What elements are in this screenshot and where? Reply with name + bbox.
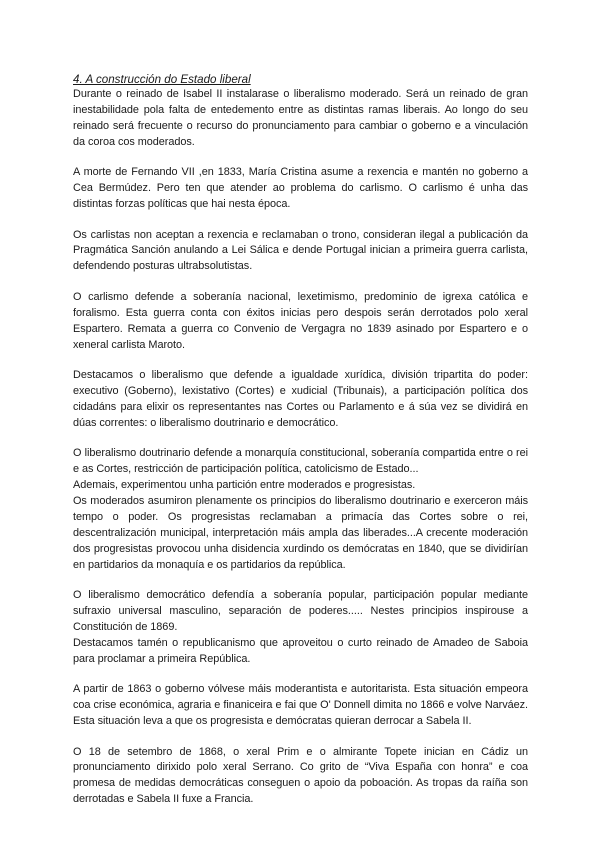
paragraph-moderados-progresistas: Os moderados asumiron plenamente os principios do liberalismo doutrinario e exerceron máis tempo o poder. Os progresistas reclamaban a primacía das Cortes sobre o rei, descentralización municipal, interpretación máis ampla das liberades...A crecente moderación dos progresistas provocou unha disidencia xurdindo os demócratas en 1840, que se dividirían en partidarios da monaquía e os partidarios da república. <box>73 495 528 571</box>
paragraph-liberalismo-democratico: O liberalismo democrático defendía a soberanía popular, participación popular mediante sufraxio universal masculino, separación de poderes..... Nestes principios inspirouse a Constitución de 1869. <box>73 589 528 633</box>
paragraph-liberalismo: Destacamos o liberalismo que defende a igualdade xurídica, división tripartita do poder: executivo (Goberno), lexistativo (Cortes) e xudicial (Tribunais), a participación política dos cidadáns para elixir os representantes nas Cortes ou Parlamento e á súa vez se dividirá en dúas correntes: o liberalismo doutrinario e democrático. <box>73 369 528 429</box>
paragraph-carlistas: Os carlistas non aceptan a rexencia e reclamaban o trono, consideran ilegal a publicación da Pragmática Sanción anulando a Lei Sálica e dende Portugal inician a primeira guerra carlista, defendendo posturas ultrabsolutistas. <box>73 228 528 273</box>
paragraph-isabel-ii: Durante o reinado de Isabel II instalarase o liberalismo moderado. Será un reinado de gran inestabilidade pola falta de entedemento entre as distintas ramas liberais. Ao longo do seu reinado será frecuente o recurso do pronunciamento para cambiar o goberno e a vinculación da coroa cos moderados. <box>73 88 528 148</box>
paragraph-particion: Ademais, experimentou unha partición entre moderados e progresistas. <box>73 479 416 492</box>
paragraph-1868: O 18 de setembro de 1868, o xeral Prim e o almirante Topete inician en Cádiz un pronunciamento dirixido polo xeral Serrano. Co grito de “Viva España con honra” e coa promesa de medidas democráticas conseguen o apoio da poboación. As tropas da raíña son derrotadas e Sabela II fuxe a Francia. <box>73 745 528 806</box>
document-page <box>73 72 528 823</box>
paragraph-republicanismo: Destacamos tamén o republicanismo que aproveitou o curto reinado de Amadeo de Saboia para proclamar a primeira República. <box>73 636 528 665</box>
paragraph-carlismo: O carlismo defende a soberanía nacional, lexetimismo, predominio de igrexa católica e foralismo. Esta guerra conta con éxitos inicias pero despois serán derrotados polo xeral Espartero. Remata a guerra co Convenio de Vergagra no 1839 asinado por Espartero e o xeneral carlista Maroto. <box>73 290 528 351</box>
paragraph-fernando-vii: A morte de Fernando VII ,en 1833, María Cristina asume a rexencia e mantén no goberno a Cea Bermúdez. Pero ten que atender ao problema do carlismo. O carlismo é unha das distintas forzas políticas que hai nesta época. <box>73 166 528 211</box>
paragraph-1863: A partir de 1863 o goberno vólvese máis moderantista e autoritarista. Esta situación empeora coa crise económica, agraria e finaniceira e fai que O' Donnell dimita no 1866 e volve Narváez. Esta situación leva a que os progresista e demócratas quieran derrocar a Sabela II. <box>73 683 528 728</box>
section-title: 4. A construcción do Estado liberal <box>73 73 251 86</box>
paragraph-liberalismo-doutrinario: O liberalismo doutrinario defende a monarquía constitucional, soberanía compartida entre o rei e as Cortes, restricción de participación política, catolicismo de Estado... <box>73 447 528 476</box>
